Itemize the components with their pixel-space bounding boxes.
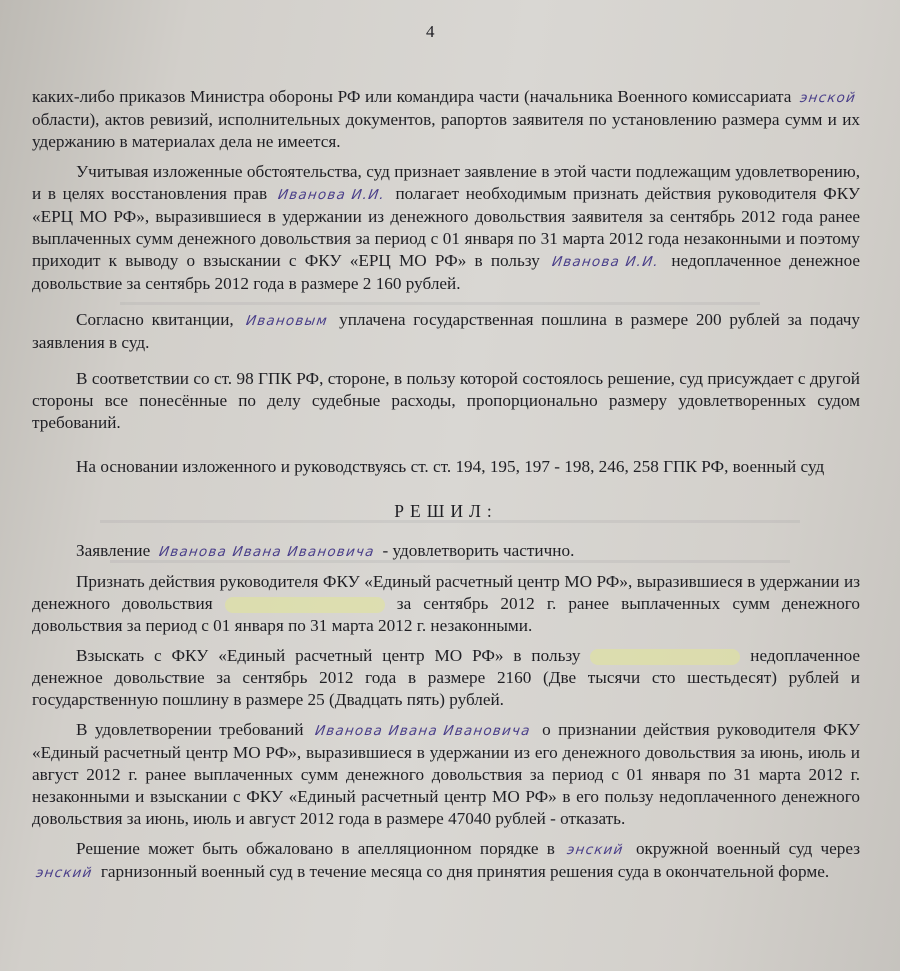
- text: уплачена государственная пошлина в размере 200 рублей за подачу заявления в суд.: [32, 310, 861, 352]
- paragraph-1: [32, 86, 860, 153]
- text: Решение может быть обжаловано в апелляционном порядке в: [76, 839, 555, 858]
- handwritten-region: энский: [34, 865, 94, 881]
- text: Заявление: [76, 541, 151, 560]
- text: гарнизонный военный суд в течение месяца со дня принятия решения суда в окончательной форме.: [100, 862, 830, 881]
- text: о признании действия руководителя ФКУ «Единый расчетный центр МО РФ», выразившиеся в удержании из его денежного довольствия за июнь, июль и август 2012 г. ранее выплаченных сумм денежного довольствия за период с 01 января по 31 марта 2012 г. незаконными и взыскании с ФКУ «Единый расчетный центр МО РФ» в его пользу недоплаченного денежного довольствия за июнь, июль и август 2012 года в размере 47040 рублей - отказать.: [32, 720, 861, 828]
- text: Взыскать с ФКУ «Единый расчетный центр МО РФ» в пользу: [76, 646, 581, 665]
- paragraph-3: [32, 309, 860, 354]
- text: каких-либо приказов Министра обороны РФ или командира части (начальника Военного комиссариата: [32, 87, 792, 106]
- handwritten-name: Иванова И.И.: [276, 187, 386, 203]
- handwritten-region: энской: [798, 90, 858, 106]
- text: - удовлетворить частично.: [382, 541, 575, 560]
- paragraph-9: [32, 719, 860, 830]
- text: за сентябрь 2012 г. ранее выплаченных сумм денежного довольствия за период с 01 января по 31 марта 2012 г. незаконными.: [32, 594, 861, 635]
- page-number: 4: [426, 22, 435, 41]
- paragraph-4: В соответствии со ст. 98 ГПК РФ, стороне, в пользу которой состоялось решение, суд присуждает с другой стороны все понесённые по делу судебные расходы, пропорционально размеру удовлетворенных судом требований.: [32, 369, 860, 432]
- paragraph-6: [32, 540, 860, 563]
- paragraph-7: [32, 571, 860, 637]
- text: полагает необходимым признать действия руководителя ФКУ «ЕРЦ МО РФ», выразившиеся в удержании из денежного довольствия заявителя за сентябрь 2012 года ранее выплаченных сумм денежного довольствия за период с 01 января по 31 марта 2012 года незаконными и поэтому приходит к выводу о взыскании с ФКУ «ЕРЦ МО РФ» в пользу: [32, 184, 861, 270]
- handwritten-region: энский: [565, 842, 625, 858]
- text: Согласно квитанции,: [76, 310, 234, 329]
- text: недоплаченное денежное довольствие за сентябрь 2012 года в размере 2160 (Две тысячи сто шестьдесят) рублей и государственную пошлину в размере 25 (Двадцать пять) рублей.: [32, 646, 861, 709]
- handwritten-name: Ивановым: [244, 313, 329, 329]
- decision-title: РЕШИЛ:: [394, 501, 498, 521]
- text: окружной военный суд через: [635, 839, 860, 858]
- document-body: [32, 86, 860, 892]
- text: Учитывая изложенные обстоятельства, суд признает заявление в этой части подлежащим удовлетворению, и в целях восстановления прав: [32, 162, 860, 203]
- highlighted-blank: [590, 649, 740, 665]
- paragraph-5: На основании изложенного и руководствуясь ст. ст. 194, 195, 197 - 198, 246, 258 ГПК РФ, военный суд: [76, 457, 825, 476]
- highlighted-blank: [225, 597, 385, 613]
- text: В удовлетворении требований: [76, 720, 304, 739]
- text: области), актов ревизий, исполнительных документов, рапортов заявителя по установлению размера сумм и их удержанию в материалах дела не имеется.: [32, 110, 860, 151]
- paragraph-10: [32, 838, 860, 884]
- handwritten-name: Иванова Ивана Ивановича: [157, 544, 376, 560]
- handwritten-name: Иванова И.И.: [550, 254, 661, 270]
- paragraph-8: [32, 645, 860, 711]
- handwritten-name: Иванова Ивана Ивановича: [313, 723, 532, 739]
- text: недоплаченное денежное довольствие за сентябрь 2012 года в размере 2 160 рублей.: [32, 251, 861, 293]
- text: Признать действия руководителя ФКУ «Единый расчетный центр МО РФ», выразившиеся в удержании из денежного довольствия: [32, 572, 860, 613]
- paragraph-2: [32, 161, 860, 295]
